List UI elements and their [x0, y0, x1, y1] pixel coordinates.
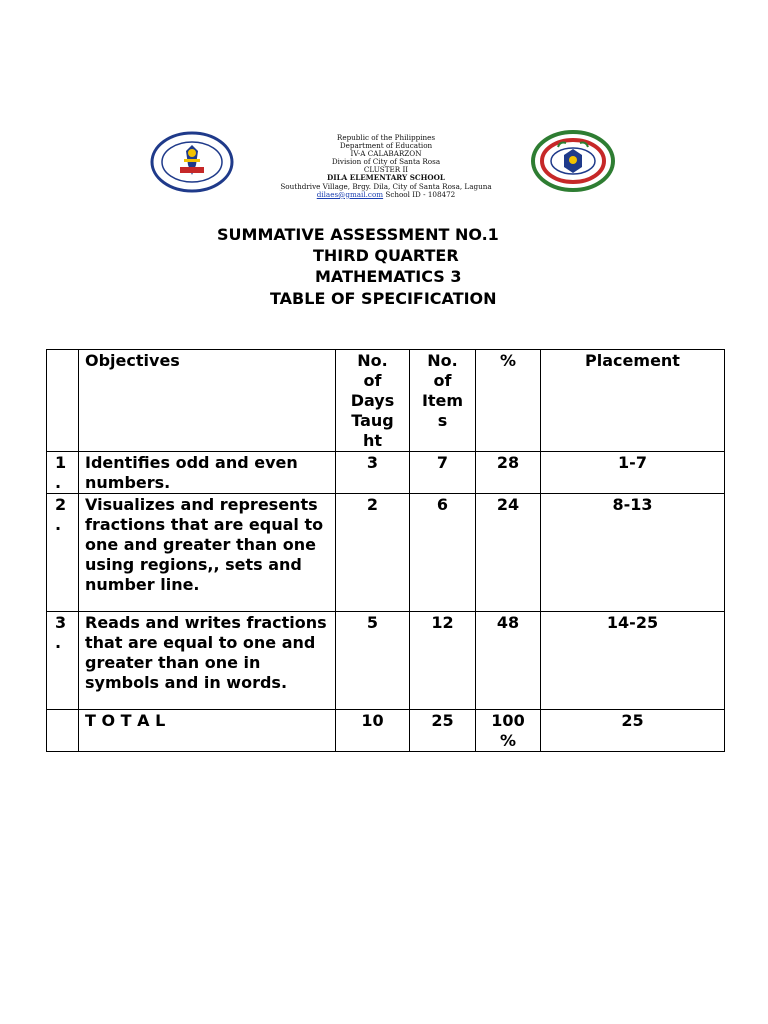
row-items: 7: [410, 452, 476, 494]
letterhead-text: [270, 134, 502, 199]
contact-line: [270, 191, 502, 199]
quarter-title: THIRD QUARTER: [313, 246, 459, 265]
header-no-of-items: No. of Item s: [410, 350, 476, 452]
letterhead-line: Department of Education: [339, 141, 433, 151]
table-title: TABLE OF SPECIFICATION: [270, 289, 497, 308]
assessment-title: SUMMATIVE ASSESSMENT NO.1: [217, 225, 499, 244]
specification-table: [46, 349, 725, 752]
row-percent: 24: [476, 494, 541, 612]
table-row: [47, 452, 725, 494]
school-seal-icon: [530, 129, 616, 197]
row-days: 3: [336, 452, 410, 494]
letterhead-line: Division of City of Santa Rosa: [331, 157, 441, 167]
row-placement: 14-25: [541, 612, 725, 710]
row-percent: 48: [476, 612, 541, 710]
row-percent: 28: [476, 452, 541, 494]
school-name: DILA ELEMENTARY SCHOOL: [327, 173, 445, 183]
row-objective: Identifies odd and even numbers.: [79, 452, 336, 494]
total-number-cell: [47, 710, 79, 752]
row-items: 6: [410, 494, 476, 612]
row-number: 1 .: [47, 452, 79, 494]
row-days: 2: [336, 494, 410, 612]
letterhead-line: Republic of the Philippines: [336, 133, 436, 142]
table-row: [47, 612, 725, 710]
header-percent: %: [476, 350, 541, 452]
total-row: [47, 710, 725, 752]
row-placement: 1-7: [541, 452, 725, 494]
school-id: School ID - 108472: [385, 189, 456, 199]
letterhead-line: CLUSTER II: [363, 165, 409, 175]
total-days: 10: [336, 710, 410, 752]
school-address: Southdrive Village, Brgy. Dila, City of Santa Rosa, Laguna: [280, 181, 492, 191]
letterhead-line: IV-A CALABARZON: [350, 149, 422, 159]
row-placement: 8-13: [541, 494, 725, 612]
row-number: 2 .: [47, 494, 79, 612]
letterhead: [130, 126, 642, 199]
row-objective: Visualizes and represents fractions that are equal to one and greater than one using regions,, sets and number line.: [79, 494, 336, 612]
total-label: T O T A L: [79, 710, 336, 752]
subject-title: MATHEMATICS 3: [315, 267, 462, 286]
table-row: [47, 494, 725, 612]
header-objectives: Objectives: [79, 350, 336, 452]
total-items: 25: [410, 710, 476, 752]
total-placement: 25: [541, 710, 725, 752]
email-link[interactable]: dilaes@gmail.com: [316, 189, 384, 199]
header-placement: Placement: [541, 350, 725, 452]
row-items: 12: [410, 612, 476, 710]
row-objective: Reads and writes fractions that are equal to one and greater than one in symbols and in words.: [79, 612, 336, 710]
header-cell-number: [47, 350, 79, 452]
row-days: 5: [336, 612, 410, 710]
header-days-taught: No. of Days Taug ht: [336, 350, 410, 452]
total-percent: 100 %: [476, 710, 541, 752]
row-number: 3 .: [47, 612, 79, 710]
deped-seal-icon: [150, 131, 234, 197]
table-header-row: [47, 350, 725, 452]
